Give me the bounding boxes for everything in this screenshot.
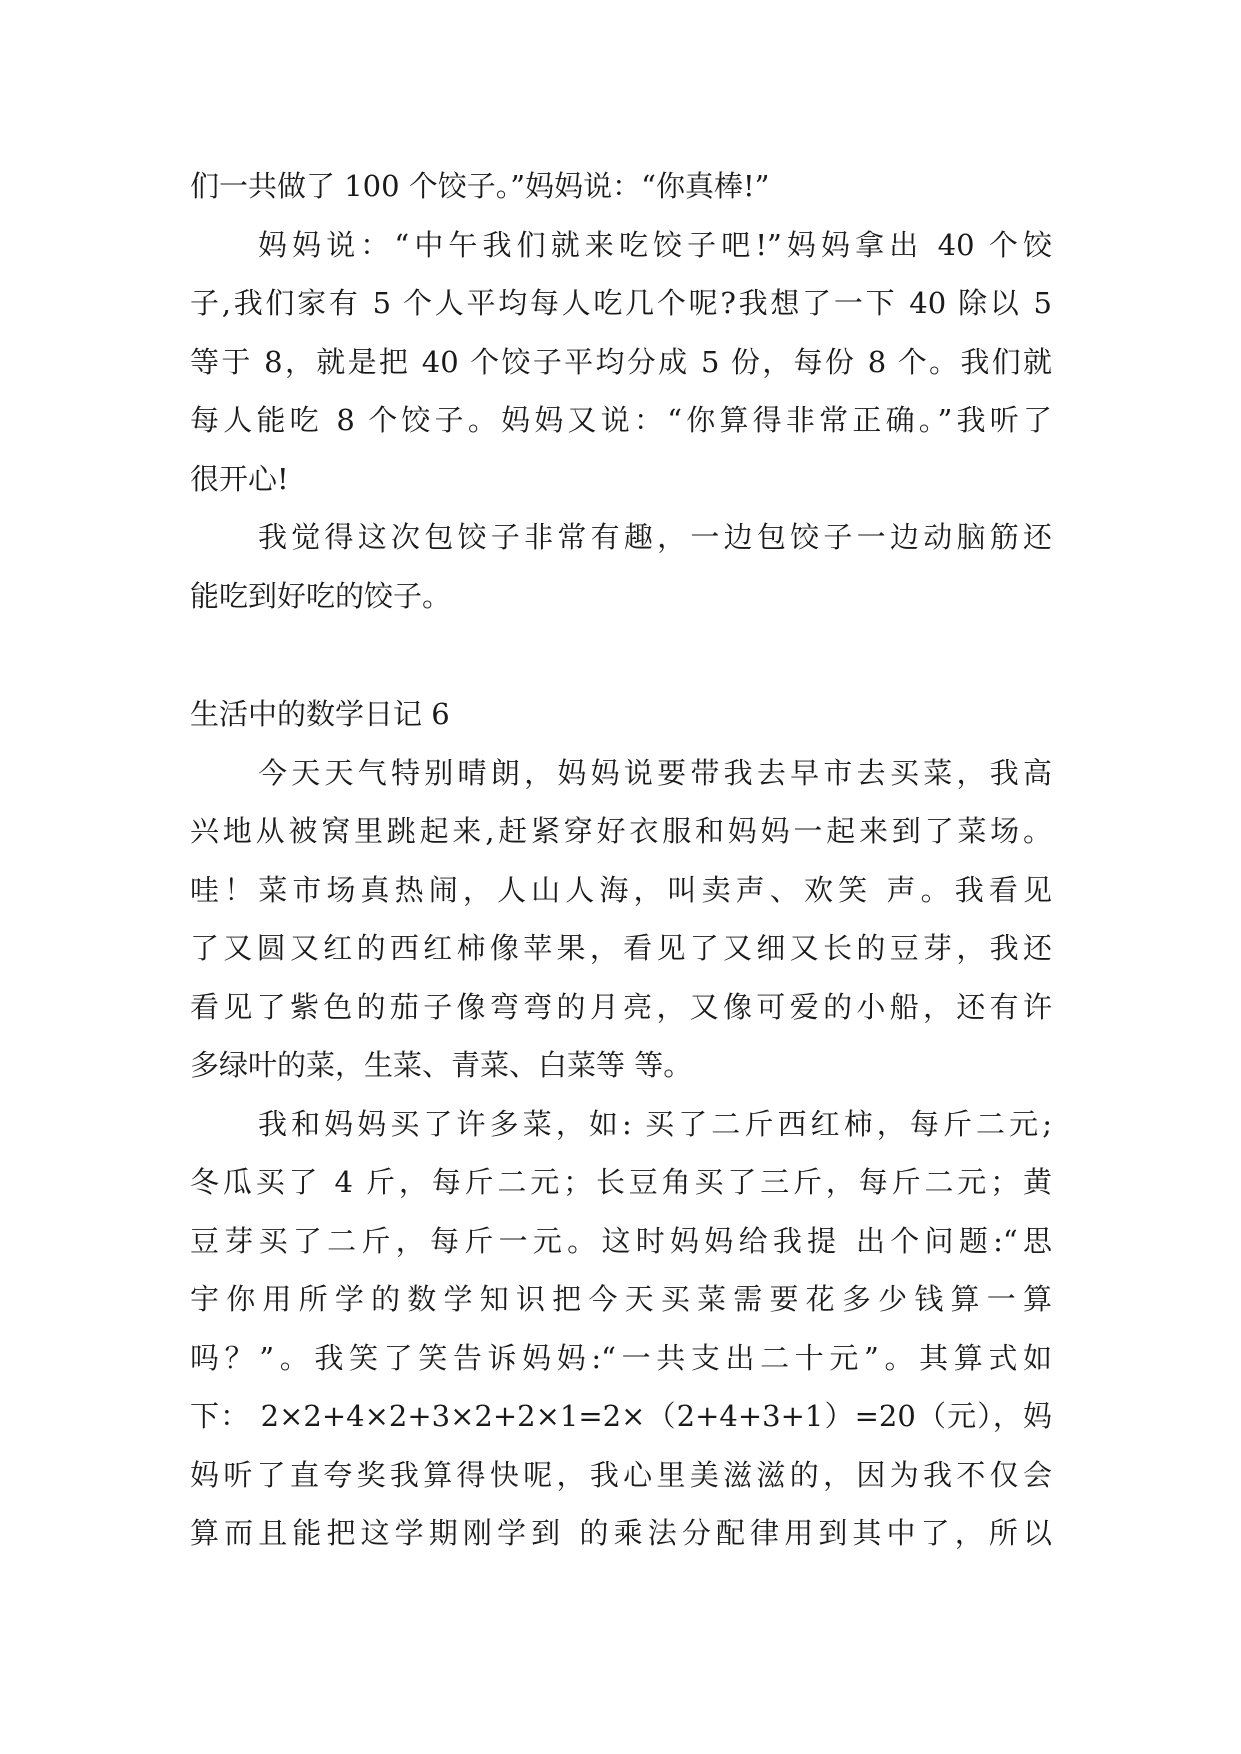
text-line: 每人能吃 8 个饺子。妈妈又说：“你算得非常正确。”我听了 (190, 403, 1052, 437)
text-line: 豆芽买了二斤，每斤一元。这时妈妈给我提 出个问题:“思 (190, 1223, 1052, 1258)
section-heading: 生活中的数学日记 6 (190, 697, 450, 731)
text-line: 妈听了直夸奖我算得快呢，我心里美滋滋的，因为我不仅会 (190, 1457, 1052, 1492)
text-line: 很开心! (190, 461, 289, 496)
text-line: 等于 8，就是把 40 个饺子平均分成 5 份，每份 8 个。我们就 (190, 344, 1052, 379)
text-line: 看见了紫色的茄子像弯弯的月亮，又像可爱的小船，还有许 (190, 989, 1052, 1024)
text-line: 能吃到好吃的饺子。 (190, 578, 452, 613)
text-line: 下： 2×2+4×2+3×2+2×1=2×（2+4+3+1）=20（元），妈 (190, 1399, 1052, 1433)
text-line: 妈妈说：“中午我们就来吃饺子吧!”妈妈拿出 40 个饺 (258, 227, 1052, 262)
paragraph-market-math (190, 1095, 1052, 1563)
text-line: 我觉得这次包饺子非常有趣，一边包饺子一边动脑筋还 (258, 520, 1052, 554)
paragraph-dumpling-division (190, 216, 1052, 509)
text-line: 宇你用所学的数学知识把今天买菜需要花多少钱算一算 (190, 1282, 1052, 1316)
text-line: 了又圆又红的西红柿像苹果，看见了又细又长的豆芽，我还 (190, 931, 1052, 965)
text-line: 们一共做了 100 个饺子。”妈妈说：“你真棒!” (190, 169, 770, 203)
text-line: 哇！菜市场真热闹，人山人海，叫卖声、欢笑 声。我看见 (190, 872, 1052, 907)
text-line: 吗？”。我笑了笑告诉妈妈:“一共支出二十元”。其算式如 (190, 1340, 1052, 1375)
paragraph-dumpling-conclusion (190, 508, 1052, 625)
paragraph-market-visit (190, 744, 1052, 1095)
text-line: 今天天气特别晴朗，妈妈说要带我去早市去买菜，我高 (258, 755, 1052, 790)
text-line: 子,我们家有 5 个人平均每人吃几个呢?我想了一下 40 除以 5 (190, 286, 1052, 320)
text-line: 算而且能把这学期刚学到 的乘法分配律用到其中了，所以 (190, 1516, 1052, 1550)
document-page (190, 157, 1052, 1563)
paragraph-dumpling-total (190, 157, 1052, 216)
text-line: 冬瓜买了 4 斤，每斤二元；长豆角买了三斤，每斤二元；黄 (190, 1165, 1052, 1199)
text-line: 兴地从被窝里跳起来,赶紧穿好衣服和妈妈一起来到了菜场。 (190, 814, 1052, 848)
text-line: 我和妈妈买了许多菜，如: 买了二斤西红柿，每斤二元; (258, 1106, 1052, 1141)
text-line: 多绿叶的菜，生菜、青菜、白菜等 等。 (190, 1048, 693, 1082)
section-gap (190, 625, 1052, 685)
